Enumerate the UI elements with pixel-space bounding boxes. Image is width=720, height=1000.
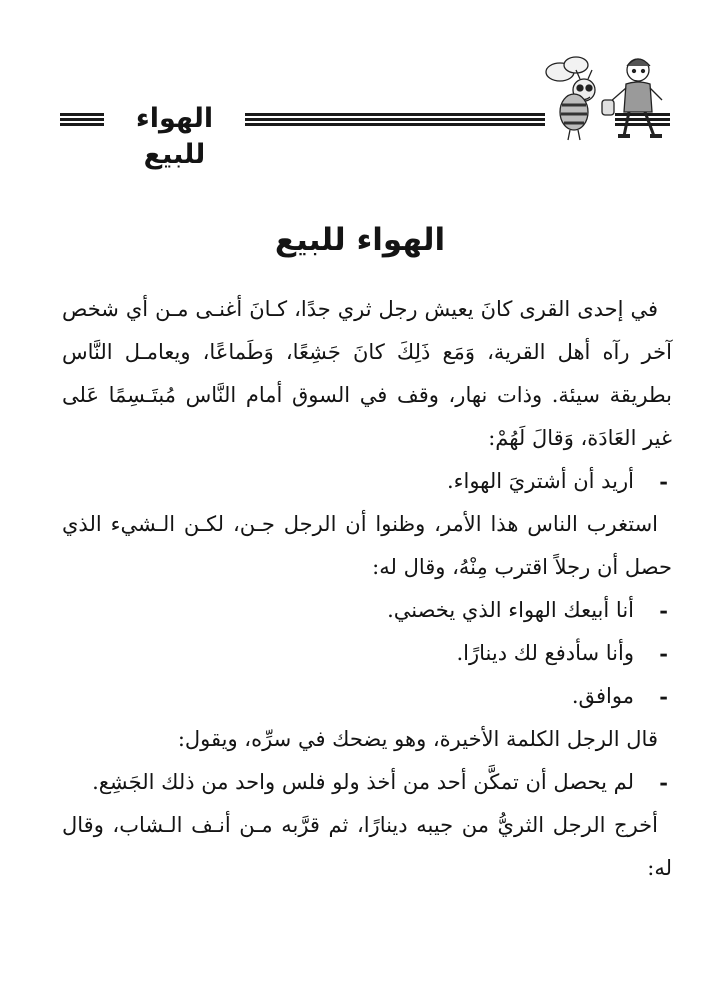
dialog-line [62,761,672,804]
dialog-dash: - [659,469,668,494]
dialog-text: وأنا سأدفع لك دينارًا. [456,641,634,665]
header-title: الهواء للبيع [135,103,214,170]
paragraph: قال الرجل الكلمة الأخيرة، وهو يضحك في سرِّه، ويقول: [177,727,658,751]
dialog-line [62,632,672,675]
paragraph: في إحدى القرى كانَ يعيش رجل ثري جدًا، كـانَ أغنـى مـن أي شخص آخر رآه أهل القرية، وَمَع ذَلِكَ كانَ جَشِعًا، وَطَماعًا، ويعامـل النَّاس بطريقة سيئة. وذات نهار، وقف في السوق أمام النَّاس مُبتَـسِمًا عَلى غير العَادَة، وَقالَ لَهُمْ: [62,297,672,450]
dialog-dash: - [659,641,668,666]
dialog-dash: - [659,598,668,623]
story-title: الهواء للبيع [274,222,446,258]
story-body [62,288,672,890]
dialog-line [62,589,672,632]
bee-and-boy-illustration [540,50,675,160]
header-rule-middle [245,113,545,126]
paragraph: استغرب الناس هذا الأمر، وظنوا أن الرجل جـن، لكـن الـشيء الذي حصل أن رجلاً اقترب مِنْهُ، وقال له: [62,512,672,579]
dialog-line [62,675,672,718]
bee-icon [546,57,595,140]
paragraph: أخرج الرجل الثريُّ من جيبه دينارًا، ثم قرَّبه مـن أنـف الـشاب، وقال له: [62,813,672,880]
page-header [40,95,670,170]
dialog-line [62,460,672,503]
dialog-text: لم يحصل أن تمكَّن أحد من أخذ ولو فلس واحد من ذلك الجَشِع. [92,770,634,794]
dialog-text: موافق. [571,684,634,708]
dialog-text: أريد أن أشتريَ الهواء. [446,469,634,493]
boy-icon [602,59,662,136]
dialog-text: أنا أبيعك الهواء الذي يخصني. [387,598,634,622]
dialog-dash: - [659,770,668,795]
dialog-dash: - [659,684,668,709]
header-rule-left [60,113,104,126]
